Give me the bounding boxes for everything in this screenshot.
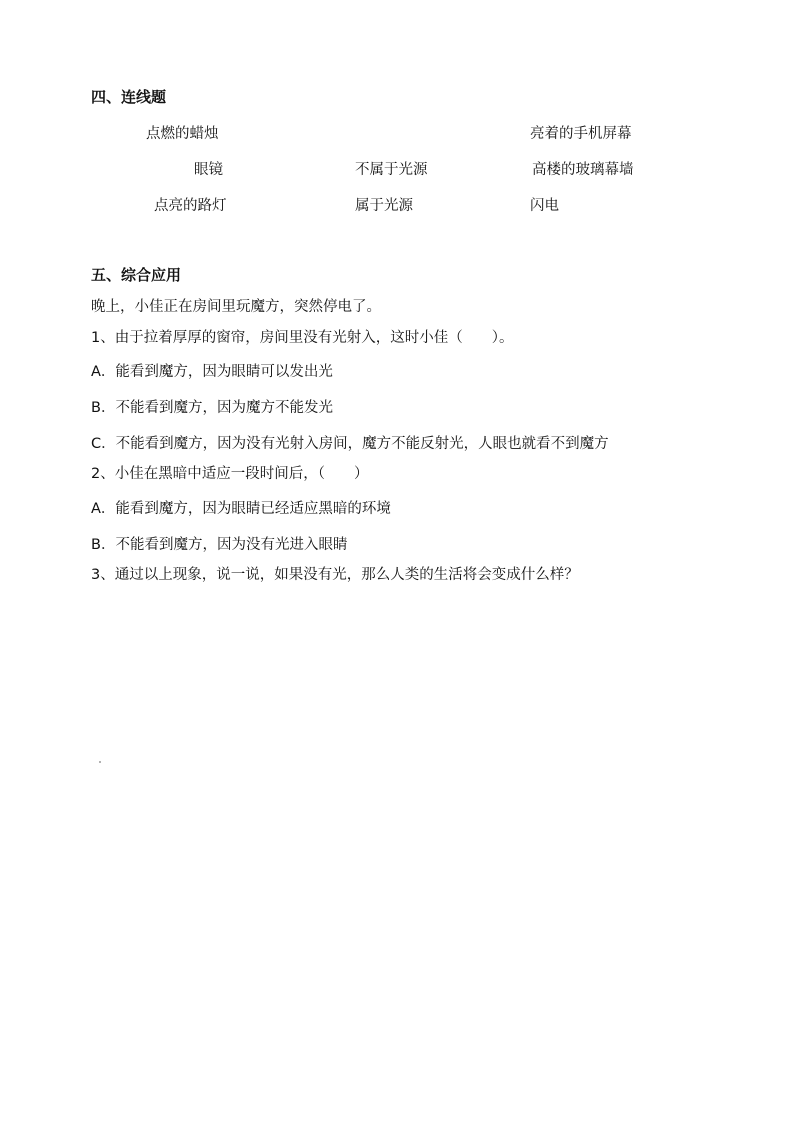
middle-item-2: 属于光源 [355,198,413,214]
q2-option-b: B．不能看到魔方，因为没有光进入眼睛 [91,537,348,553]
section5-intro: 晚上，小佳正在房间里玩魔方，突然停电了。 [91,299,381,315]
left-item-1: 点燃的蜡烛 [146,126,219,142]
q3-stem: 3、通过以上现象，说一说，如果没有光，那么人类的生活将会变成什么样？ [91,567,579,583]
right-item-1: 亮着的手机屏幕 [530,126,632,142]
q2-option-a: A．能看到魔方，因为眼睛已经适应黑暗的环境 [91,501,391,517]
section5-title: 五、综合应用 [91,266,182,284]
stray-dot [99,761,101,763]
left-item-2: 眼镜 [194,162,223,178]
right-item-3: 闪电 [530,198,559,214]
section4-title: 四、连线题 [91,88,167,106]
left-item-3: 点亮的路灯 [154,198,227,214]
q1-option-a: A．能看到魔方，因为眼睛可以发出光 [91,364,333,380]
q2-stem: 2、小佳在黑暗中适应一段时间后，（ ） [91,466,369,482]
middle-item-1: 不属于光源 [355,162,428,178]
q1-option-b: B．不能看到魔方，因为魔方不能发光 [91,400,333,416]
right-item-2: 高楼的玻璃幕墙 [532,162,634,178]
q1-option-c: C．不能看到魔方，因为没有光射入房间，魔方不能反射光，人眼也就看不到魔方 [91,436,609,452]
q1-stem: 1、由于拉着厚厚的窗帘，房间里没有光射入，这时小佳（ ）。 [91,330,514,346]
